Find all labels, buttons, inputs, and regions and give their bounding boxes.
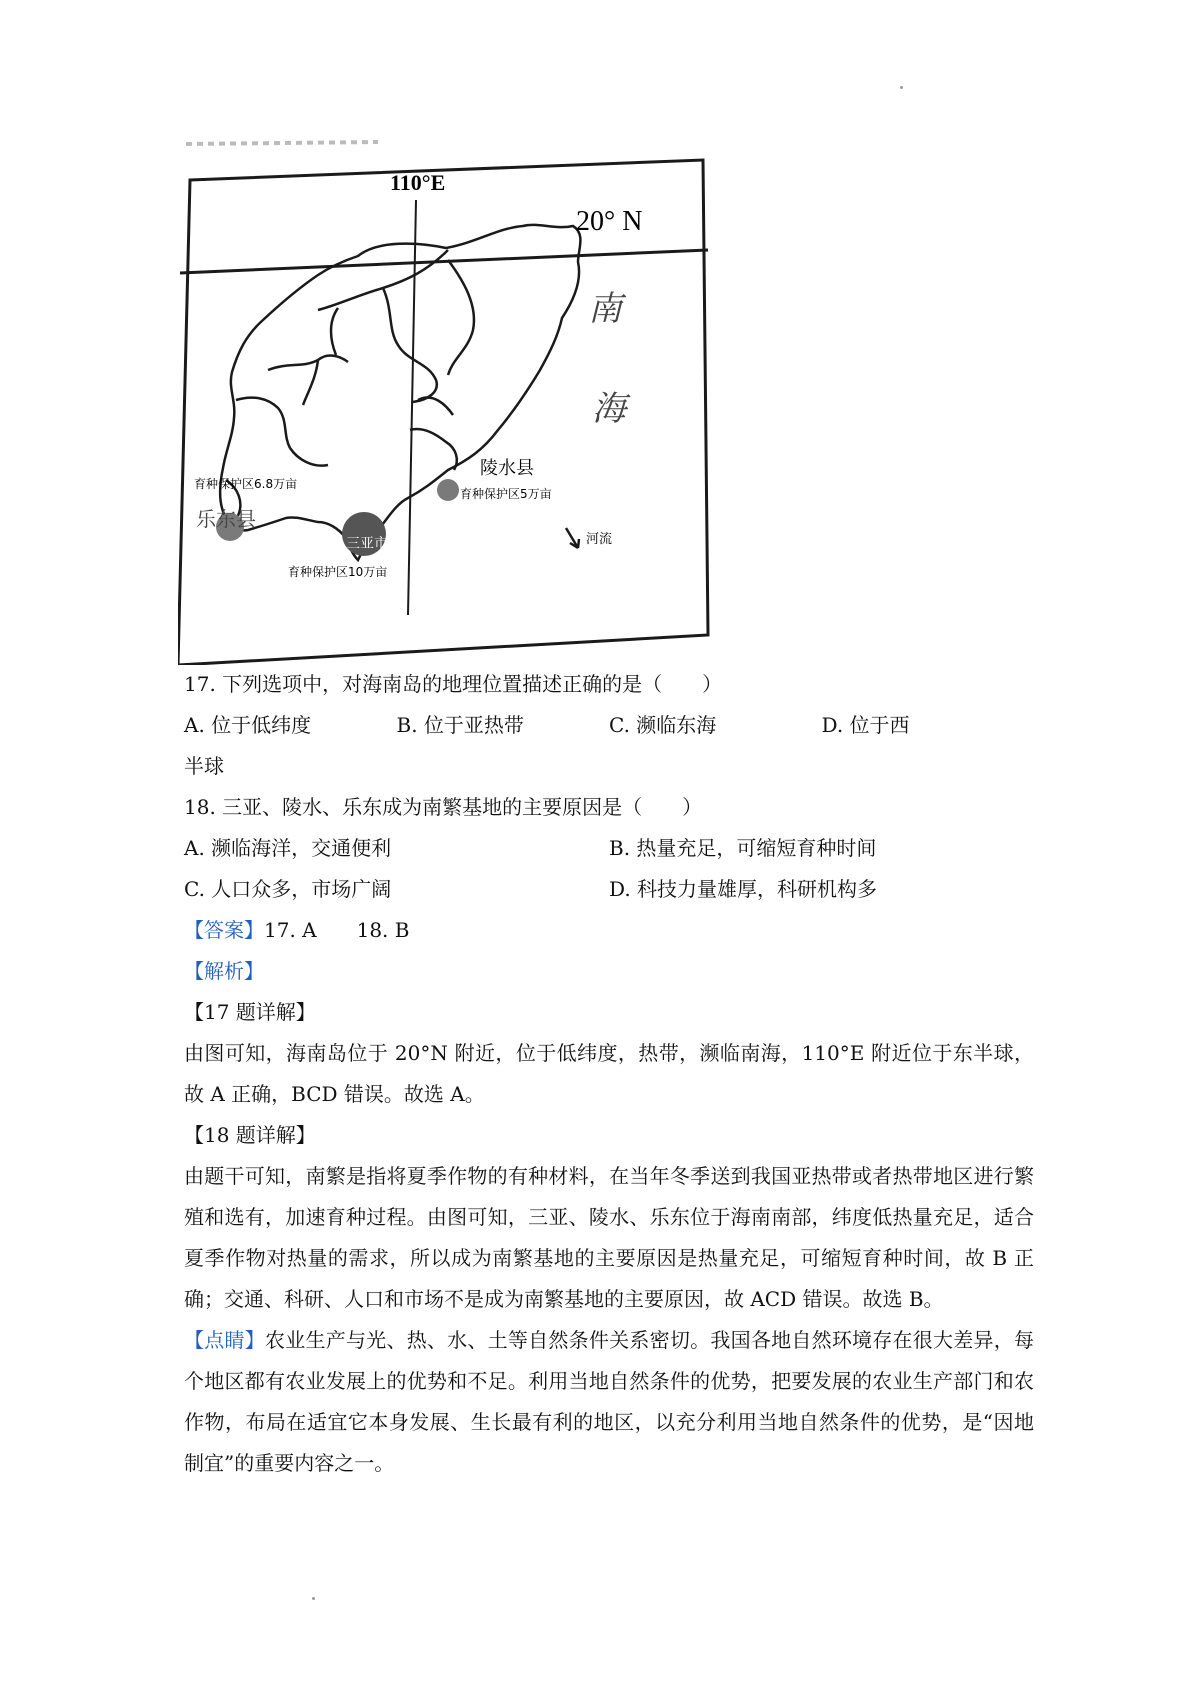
meridian-label: 110°E (390, 170, 446, 195)
answer-text: 17. A 18. B (264, 918, 410, 942)
question-content (184, 664, 1034, 1484)
tip-text: 农业生产与光、热、水、土等自然条件关系密切。我国各地自然环境存在很大差异，每个地区都有农业发展上的优势和不足。利用当地自然条件的优势，把要发展的农业生产部门和农作物，布局在适宜它本身发展、生长最有利的地区，以充分利用当地自然条件的优势，是“因地制宜”的重要内容之一。 (184, 1328, 1035, 1475)
detail17-text: 由图可知，海南岛位于 20°N 附近，位于低纬度，热带，濒临南海，110°E 附近位于东半球，故 A 正确，BCD 错误。故选 A。 (184, 1041, 1034, 1106)
tip-tag: 【点睛】 (184, 1328, 265, 1352)
ledong-label: 乐东县 (196, 507, 256, 531)
q18-option-b: B. 热量充足，可缩短育种时间 (609, 836, 877, 860)
hainan-map (178, 130, 718, 665)
q17-option-b: B. 位于亚热带 (396, 713, 524, 737)
q18-options-row2 (184, 869, 1034, 910)
q18-option-d: D. 科技力量雄厚，科研机构多 (609, 877, 878, 901)
q18-options-row1 (184, 828, 1034, 869)
hainan-island-outline (220, 225, 580, 560)
parallel-label: 20° N (576, 206, 643, 237)
q18-option-a: A. 濒临海洋，交通便利 (184, 836, 392, 860)
answer-tag: 【答案】 (184, 918, 264, 942)
detail18-heading: 【18 题详解】 (184, 1123, 316, 1147)
q18-option-c: C. 人口众多，市场广阔 (184, 877, 392, 901)
sanya-zone-label: 育种保护区10万亩 (288, 565, 388, 579)
lingshui-marker (437, 479, 459, 501)
q17-stem: 17. 下列选项中，对海南岛的地理位置描述正确的是（ ） (184, 672, 723, 696)
scan-speck-bottom (312, 1597, 315, 1600)
q17-option-a: A. 位于低纬度 (184, 713, 312, 737)
q17-option-d-continuation: 半球 (184, 754, 224, 778)
sanya-label: 三亚市 (346, 536, 388, 552)
q17-option-d: D. 位于西 (821, 713, 910, 737)
detail17-heading: 【17 题详解】 (184, 1000, 316, 1024)
lingshui-zone-label: 育种保护区5万亩 (460, 487, 552, 501)
q17-option-c: C. 濒临东海 (609, 713, 717, 737)
answer-line (184, 910, 1034, 951)
analysis-tag: 【解析】 (184, 959, 264, 983)
sea-label-hai: 海 (592, 389, 626, 429)
ledong-zone-label: 育种保护区6.8万亩 (194, 477, 298, 491)
sea-label-nan: 南 (588, 289, 622, 329)
q18-stem: 18. 三亚、陵水、乐东成为南繁基地的主要原因是（ ） (184, 795, 703, 819)
river-legend-label: 河流 (586, 532, 613, 547)
q17-options (184, 705, 1034, 746)
detail18-text: 由题干可知，南繁是指将夏季作物的有种材料，在当年冬季送到我国亚热带或者热带地区进行繁殖和选有，加速育种过程。由图可知，三亚、陵水、乐东位于海南南部，纬度低热量充足，适合夏季作物对热量的需求，所以成为南繁基地的主要原因是热量充足，可缩短育种时间，故 B 正确；交通、科研、人口和市场不是成为南繁基地的主要原因，故 ACD 错误。故选 B。 (184, 1164, 1034, 1311)
river-legend-arrow (566, 528, 579, 548)
tip-paragraph (184, 1320, 1034, 1484)
scan-speck-top (900, 86, 903, 89)
lingshui-label: 陵水县 (480, 458, 534, 479)
